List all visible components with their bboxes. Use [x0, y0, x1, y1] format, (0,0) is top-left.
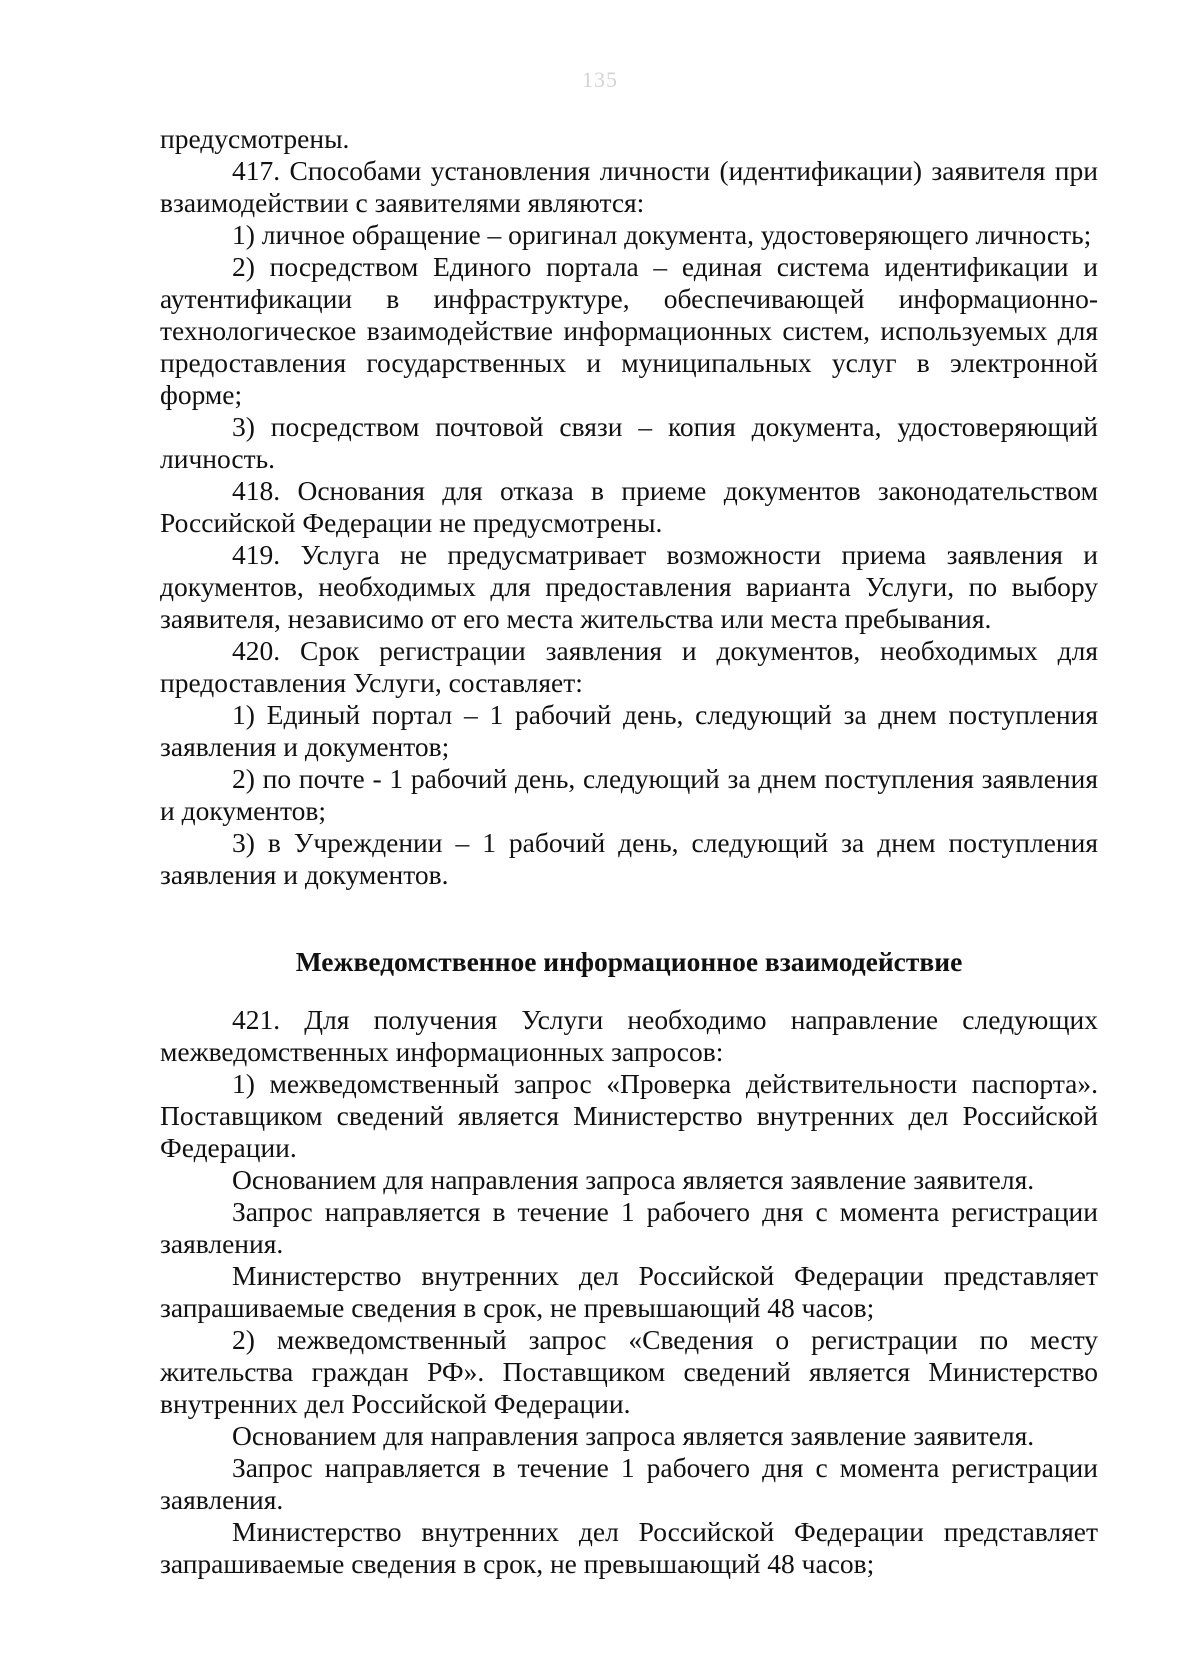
page-number: 135	[582, 67, 618, 92]
paragraph-421-item-1-basis: Основанием для направления запроса является заявление заявителя.	[232, 1164, 1035, 1195]
paragraph-421-item-2-term: Запрос направляется в течение 1 рабочего дня с момента регистрации заявления.	[160, 1452, 1098, 1515]
paragraph-421-item-1: 1) межведомственный запрос «Проверка действительности паспорта». Поставщиком сведений является Министерство внутренних дел Российской Федерации.	[160, 1068, 1098, 1163]
paragraph-421-item-1-deadline: Министерство внутренних дел Российской Федерации представляет запрашиваемые сведения в срок, не превышающий 48 часов;	[160, 1260, 1098, 1323]
paragraph-continuation: предусмотрены.	[160, 123, 350, 154]
document-body	[160, 123, 1098, 1580]
paragraph-417-item-3: 3) посредством почтовой связи – копия документа, удостоверяющий личность.	[160, 411, 1098, 474]
paragraph-417: 417. Способами установления личности (идентификации) заявителя при взаимодействии с заявителями являются:	[160, 155, 1098, 218]
paragraph-421: 421. Для получения Услуги необходимо направление следующих межведомственных информационных запросов:	[160, 1004, 1098, 1067]
paragraph-418: 418. Основания для отказа в приеме документов законодательством Российской Федерации не предусмотрены.	[160, 475, 1098, 538]
paragraph-420-item-1: 1) Единый портал – 1 рабочий день, следующий за днем поступления заявления и документов;	[160, 699, 1098, 762]
paragraph-419: 419. Услуга не предусматривает возможности приема заявления и документов, необходимых для предоставления варианта Услуги, по выбору заявителя, независимо от его места жительства или места пребывания.	[160, 539, 1098, 634]
paragraph-417-item-1: 1) личное обращение – оригинал документа, удостоверяющего личность;	[232, 219, 1092, 250]
paragraph-421-item-1-term: Запрос направляется в течение 1 рабочего дня с момента регистрации заявления.	[160, 1196, 1098, 1259]
paragraph-421-item-2-basis: Основанием для направления запроса является заявление заявителя.	[232, 1420, 1035, 1451]
paragraph-421-item-2: 2) межведомственный запрос «Сведения о регистрации по месту жительства граждан РФ». Поставщиком сведений является Министерство внутренних дел Российской Федерации.	[160, 1324, 1098, 1419]
paragraph-417-item-2: 2) посредством Единого портала – единая система идентификации и аутентификации в инфраструктуре, обеспечивающей информационно-технологическое взаимодействие информационных систем, используемых для предоставления государственных и муниципальных услуг в электронной форме;	[160, 251, 1098, 410]
section-heading: Межведомственное информационное взаимодействие	[295, 946, 963, 977]
paragraph-420: 420. Срок регистрации заявления и документов, необходимых для предоставления Услуги, составляет:	[160, 635, 1098, 698]
paragraph-420-item-2: 2) по почте - 1 рабочий день, следующий за днем поступления заявления и документов;	[160, 763, 1098, 826]
paragraph-421-item-2-deadline: Министерство внутренних дел Российской Федерации представляет запрашиваемые сведения в срок, не превышающий 48 часов;	[160, 1516, 1098, 1579]
paragraph-420-item-3: 3) в Учреждении – 1 рабочий день, следующий за днем поступления заявления и документов.	[160, 827, 1098, 890]
